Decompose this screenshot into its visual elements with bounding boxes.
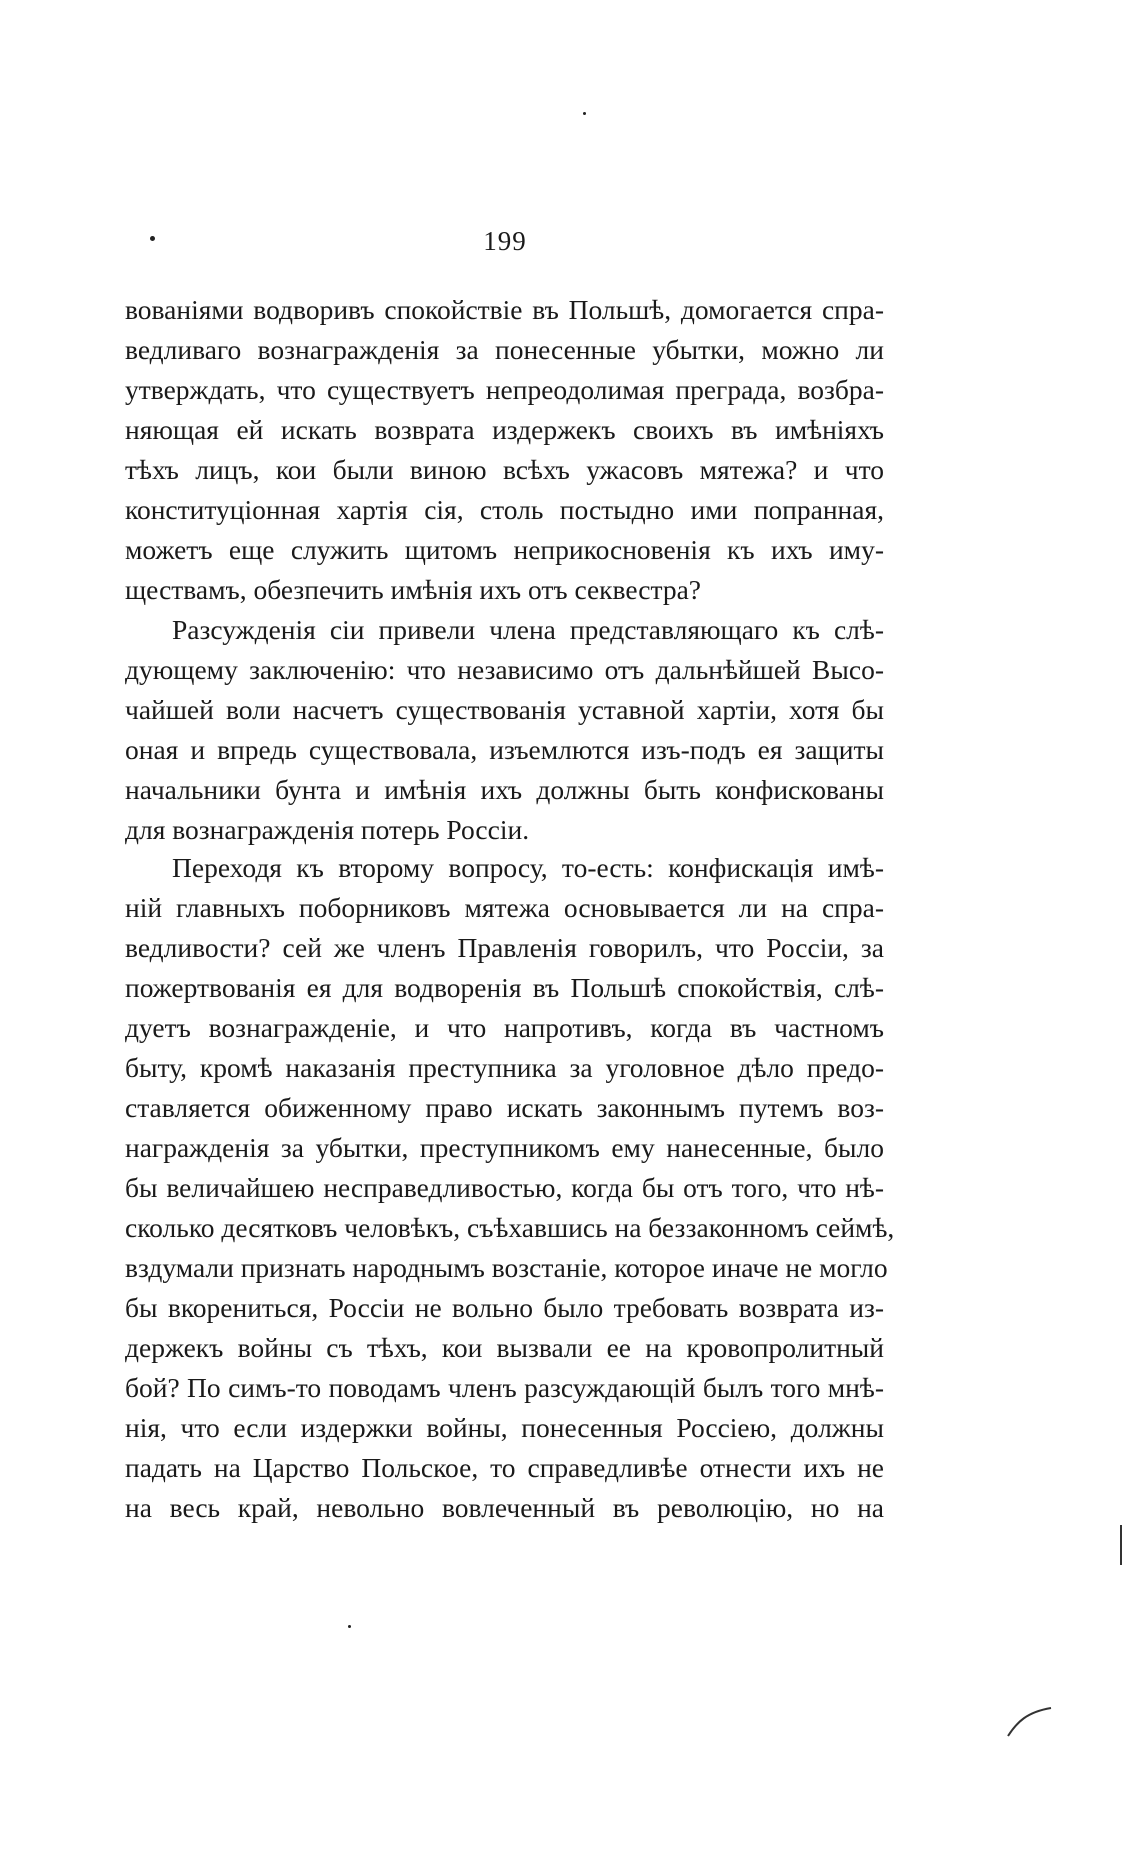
text-line: бы величайшею несправедливостью, когда бы отъ того, что нѣ- xyxy=(125,1172,884,1203)
text-line: ществамъ, обезпечить имѣнія ихъ отъ секвестра? xyxy=(125,574,701,605)
text-line: нія, что если издержки войны, понесенныя Россіею, должны xyxy=(125,1412,884,1443)
text-line: можетъ еще служить щитомъ неприкосновенія къ ихъ иму- xyxy=(125,534,884,565)
text-line: ведливости? сей же членъ Правленія говорилъ, что Россіи, за xyxy=(125,932,884,963)
text-line: пожертвованія ея для водворенія въ Польшѣ спокойствія, слѣ- xyxy=(125,972,884,1003)
text-line: утверждать, что существуетъ непреодолимая преграда, возбра- xyxy=(125,374,884,405)
text-line: Разсужденія сіи привели члена представляющаго къ слѣ- xyxy=(172,614,884,645)
pencil-mark xyxy=(1005,1700,1055,1740)
text-line: тѣхъ лицъ, кои были виною всѣхъ ужасовъ мятежа? и что xyxy=(125,454,884,485)
scan-speck xyxy=(583,112,586,115)
scan-speck xyxy=(1120,1525,1122,1565)
text-line: дующему заключенію: что независимо отъ дальнѣйшей Высо- xyxy=(125,654,884,685)
text-line: Переходя къ второму вопросу, то-есть: конфискація имѣ- xyxy=(172,852,884,883)
scan-speck xyxy=(348,1625,351,1628)
text-line: няющая ей искать возврата издержекъ своихъ въ имѣніяхъ xyxy=(125,414,884,445)
text-line: падать на Царство Польское, то справедливѣе отнести ихъ не xyxy=(125,1452,884,1483)
text-line: вздумали признать народнымъ возстаніе, которое иначе не могло xyxy=(125,1252,888,1283)
page-number: 199 xyxy=(483,226,527,256)
text-line: сколько десятковъ человѣкъ, съѣхавшись на беззаконномъ сеймѣ, xyxy=(125,1212,895,1243)
text-line: ведливаго вознагражденія за понесенные убытки, можно ли xyxy=(125,334,884,365)
text-line: дуетъ вознагражденіе, и что напротивъ, когда въ частномъ xyxy=(125,1012,884,1043)
text-line: бой? По симъ-то поводамъ членъ разсуждающій былъ того мнѣ- xyxy=(125,1372,884,1403)
text-line: вованіями водворивъ спокойствіе въ Польшѣ, домогается спра- xyxy=(125,294,884,325)
text-line: быту, кромѣ наказанія преступника за уголовное дѣло предо- xyxy=(125,1052,884,1083)
text-line: держекъ войны съ тѣхъ, кои вызвали ее на кровопролитный xyxy=(125,1332,884,1363)
text-line: конституціонная хартія сія, столь постыдно ими попранная, xyxy=(125,494,884,525)
text-line: для вознагражденія потерь Россіи. xyxy=(125,814,530,845)
text-line: ставляется обиженному право искать законнымъ путемъ воз- xyxy=(125,1092,884,1123)
text-line: начальники бунта и имѣнія ихъ должны быть конфискованы xyxy=(125,774,884,805)
text-line: оная и впредь существовала, изъемлются изъ-подъ ея защиты xyxy=(125,734,884,765)
text-line: ній главныхъ поборниковъ мятежа основывается ли на спра- xyxy=(125,892,884,923)
text-line: на весь край, невольно вовлеченный въ революцію, но на xyxy=(125,1492,884,1523)
text-line: награжденія за убытки, преступникомъ ему нанесенные, было xyxy=(125,1132,884,1163)
text-line: бы вкорениться, Россіи не вольно было требовать возврата из- xyxy=(125,1292,884,1323)
text-line: чайшей воли насчетъ существованія уставной хартіи, хотя бы xyxy=(125,694,884,725)
